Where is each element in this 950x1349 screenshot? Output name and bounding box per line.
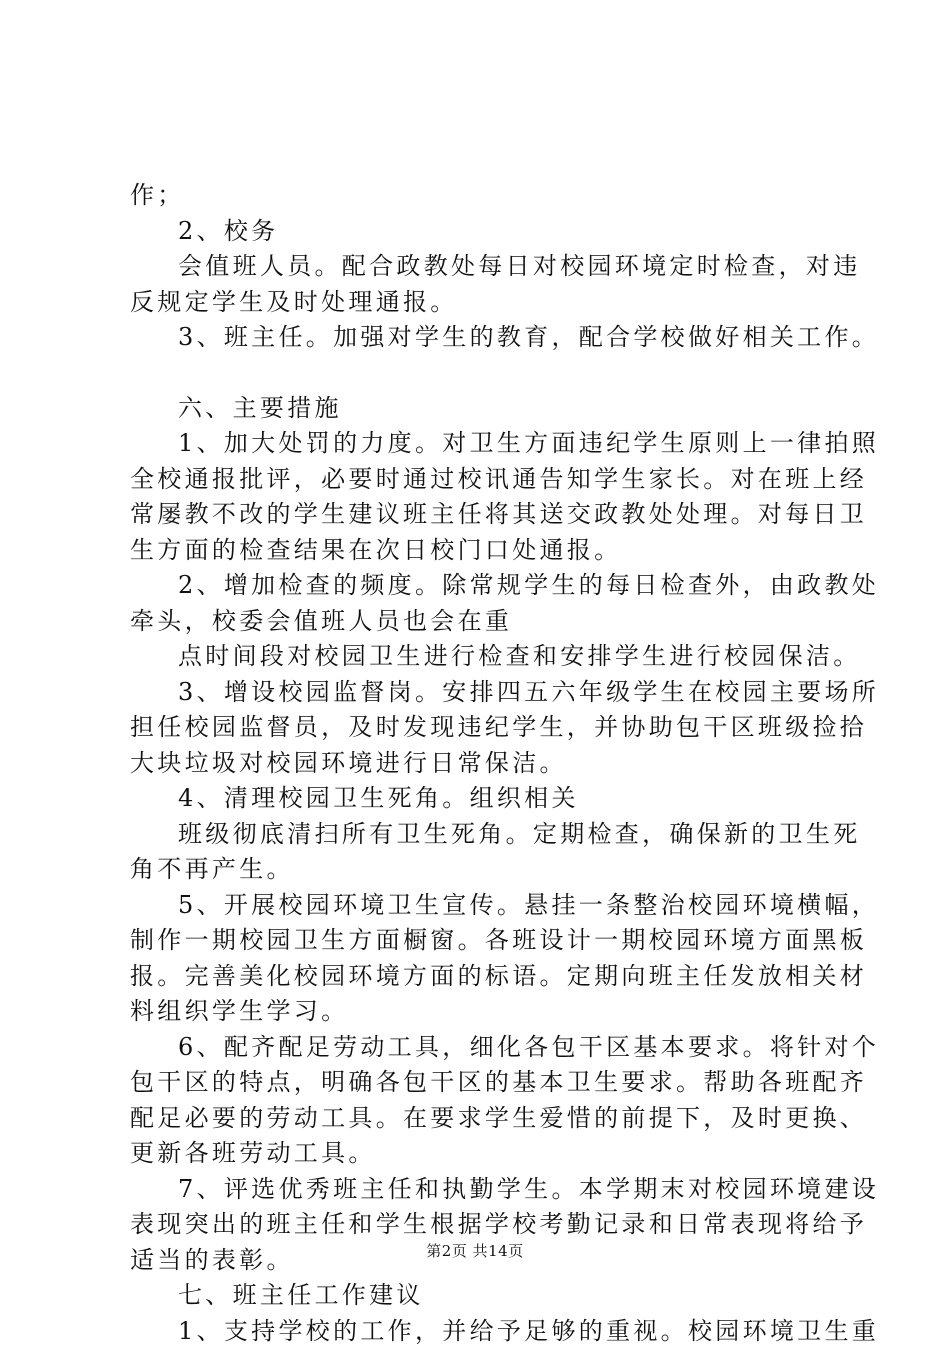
text-line: 生方面的检查结果在次日校门口处通报。 [130, 533, 840, 569]
text-line: 制作一期校园卫生方面橱窗。各班设计一期校园环境方面黑板 [130, 923, 840, 959]
text-line: 适当的表彰。 [130, 1243, 840, 1279]
text-line: 1、支持学校的工作，并给予足够的重视。校园环境卫生重 [130, 1314, 840, 1349]
text-line: 会值班人员。配合政教处每日对校园环境定时检查，对违 [130, 249, 840, 285]
text-line: 点时间段对校园卫生进行检查和安排学生进行校园保洁。 [130, 639, 840, 675]
text-line: 全校通报批评，必要时通过校讯通告知学生家长。对在班上经 [130, 462, 840, 498]
text-line: 2、增加检查的频度。除常规学生的每日检查外，由政教处 [130, 568, 840, 604]
text-line: 牵头，校委会值班人员也会在重 [130, 604, 840, 640]
text-line: 常屡教不改的学生建议班主任将其送交政教处处理。对每日卫 [130, 497, 840, 533]
text-line: 配足必要的劳动工具。在要求学生爱惜的前提下，及时更换、 [130, 1101, 840, 1137]
text-line: 7、评选优秀班主任和执勤学生。本学期末对校园环境建设 [130, 1172, 840, 1208]
text-line: 2、校务 [130, 214, 840, 250]
text-line: 班级彻底清扫所有卫生死角。定期检查，确保新的卫生死 [130, 817, 840, 853]
text-line: 表现突出的班主任和学生根据学校考勤记录和日常表现将给予 [130, 1207, 840, 1243]
text-line: 3、班主任。加强对学生的教育，配合学校做好相关工作。 [130, 320, 840, 356]
text-line: 料组织学生学习。 [130, 994, 840, 1030]
text-line: 1、加大处罚的力度。对卫生方面违纪学生原则上一律拍照 [130, 426, 840, 462]
text-line: 3、增设校园监督岗。安排四五六年级学生在校园主要场所 [130, 675, 840, 711]
text-line: 6、配齐配足劳动工具，细化各包干区基本要求。将针对个 [130, 1030, 840, 1066]
text-line: 角不再产生。 [130, 852, 840, 888]
text-line: 七、班主任工作建议 [130, 1278, 840, 1314]
text-line: 4、清理校园卫生死角。组织相关 [130, 781, 840, 817]
blank-line [130, 356, 840, 391]
page-footer: 第2页 共14页 [0, 1241, 950, 1261]
text-line: 更新各班劳动工具。 [130, 1136, 840, 1172]
text-line: 5、开展校园环境卫生宣传。悬挂一条整治校园环境横幅， [130, 888, 840, 924]
text-line: 大块垃圾对校园环境进行日常保洁。 [130, 746, 840, 782]
text-line: 包干区的特点，明确各包干区的基本卫生要求。帮助各班配齐 [130, 1065, 840, 1101]
text-line: 六、主要措施 [130, 391, 840, 427]
text-line: 报。完善美化校园环境方面的标语。定期向班主任发放相关材 [130, 959, 840, 995]
text-line: 担任校园监督员，及时发现违纪学生，并协助包干区班级捡拾 [130, 710, 840, 746]
text-line: 反规定学生及时处理通报。 [130, 285, 840, 321]
text-line: 作； [130, 178, 840, 214]
document-body [130, 178, 840, 1349]
